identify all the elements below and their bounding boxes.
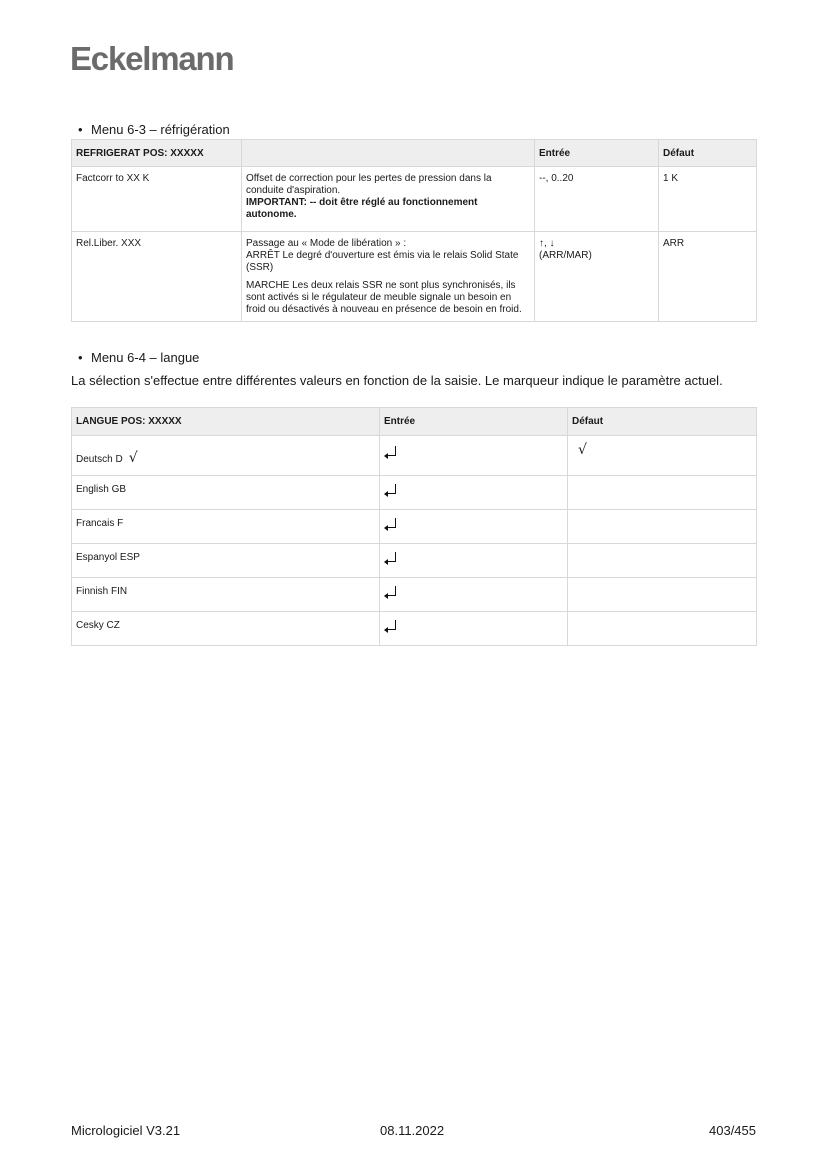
entry-cell (380, 612, 568, 646)
column-header: REFRIGERAT POS: XXXXX (72, 140, 242, 167)
column-header: Entrée (380, 408, 568, 436)
language-label: Espanyol ESP (72, 544, 380, 578)
enter-key-icon (384, 586, 396, 596)
section-bullet-menu-6-4: • Menu 6-4 – langue (78, 350, 200, 365)
entry-arrows: ↑, ↓ (539, 238, 555, 249)
default-cell (568, 612, 757, 646)
check-mark-icon: √ (128, 450, 138, 466)
language-label: English GB (72, 476, 380, 510)
language-cell (72, 436, 380, 476)
default-cell (568, 436, 757, 476)
column-header: Défaut (659, 140, 757, 167)
entry-cell (380, 510, 568, 544)
default-cell (568, 510, 757, 544)
entry-cell (380, 544, 568, 578)
default-cell (568, 578, 757, 612)
language-label: Deutsch D (76, 454, 123, 465)
param-default: ARR (659, 232, 757, 322)
enter-key-icon (384, 518, 396, 528)
column-header: LANGUE POS: XXXXX (72, 408, 380, 436)
enter-key-icon (384, 552, 396, 562)
footer-version: Micrologiciel V3.21 (71, 1123, 181, 1138)
param-name: Factcorr to XX K (72, 167, 242, 232)
entry-values: (ARR/MAR) (539, 250, 592, 261)
description-text: Passage au « Mode de libération » : (246, 238, 407, 249)
table-header-row (72, 140, 757, 167)
footer-page-number: 403/455 (709, 1123, 756, 1138)
description-text: MARCHE Les deux relais SSR ne sont plus synchronisés, ils sont activés si le régulateur de meuble signale un besoin en froid ou désactivés à nouveau en présence de besoin en froid. (246, 280, 522, 315)
column-header: Entrée (535, 140, 659, 167)
enter-key-icon (384, 446, 396, 456)
column-header: Défaut (568, 408, 757, 436)
column-header (242, 140, 535, 167)
table-row (72, 612, 757, 646)
table-row (72, 232, 757, 322)
param-name: Rel.Liber. XXX (72, 232, 242, 322)
entry-cell (380, 436, 568, 476)
entry-cell (380, 476, 568, 510)
table-row (72, 578, 757, 612)
language-table (71, 407, 757, 646)
param-description (242, 167, 535, 232)
description-text: ARRÊT Le degré d'ouverture est émis via le relais Solid State (SSR) (246, 250, 519, 273)
enter-key-icon (384, 484, 396, 494)
entry-cell (380, 578, 568, 612)
brand-logo: Eckelmann (70, 40, 234, 77)
param-entry: --, 0..20 (535, 167, 659, 232)
table-row (72, 544, 757, 578)
table-row (72, 476, 757, 510)
bullet-text: Menu 6-4 – langue (91, 350, 200, 365)
table-row (72, 167, 757, 232)
language-label: Cesky CZ (72, 612, 380, 646)
param-description (242, 232, 535, 322)
section-bullet-menu-6-3: • Menu 6-3 – réfrigération (78, 122, 230, 137)
table-row (72, 510, 757, 544)
enter-key-icon (384, 620, 396, 630)
default-cell (568, 544, 757, 578)
footer-date: 08.11.2022 (380, 1123, 445, 1138)
check-mark-icon: √ (578, 442, 587, 458)
important-note: IMPORTANT: -- doit être réglé au fonctionnement autonome. (246, 197, 478, 220)
table-header-row (72, 408, 757, 436)
section-paragraph: La sélection s'effectue entre différentes valeurs en fonction de la saisie. Le marqueur indique le paramètre actuel. (71, 373, 723, 388)
table-row (72, 436, 757, 476)
default-cell (568, 476, 757, 510)
refrigeration-table (71, 139, 757, 322)
param-default: 1 K (659, 167, 757, 232)
language-label: Francais F (72, 510, 380, 544)
param-entry (535, 232, 659, 322)
description-text: Offset de correction pour les pertes de pression dans la conduite d'aspiration. (246, 173, 492, 196)
language-label: Finnish FIN (72, 578, 380, 612)
bullet-text: Menu 6-3 – réfrigération (91, 122, 230, 137)
